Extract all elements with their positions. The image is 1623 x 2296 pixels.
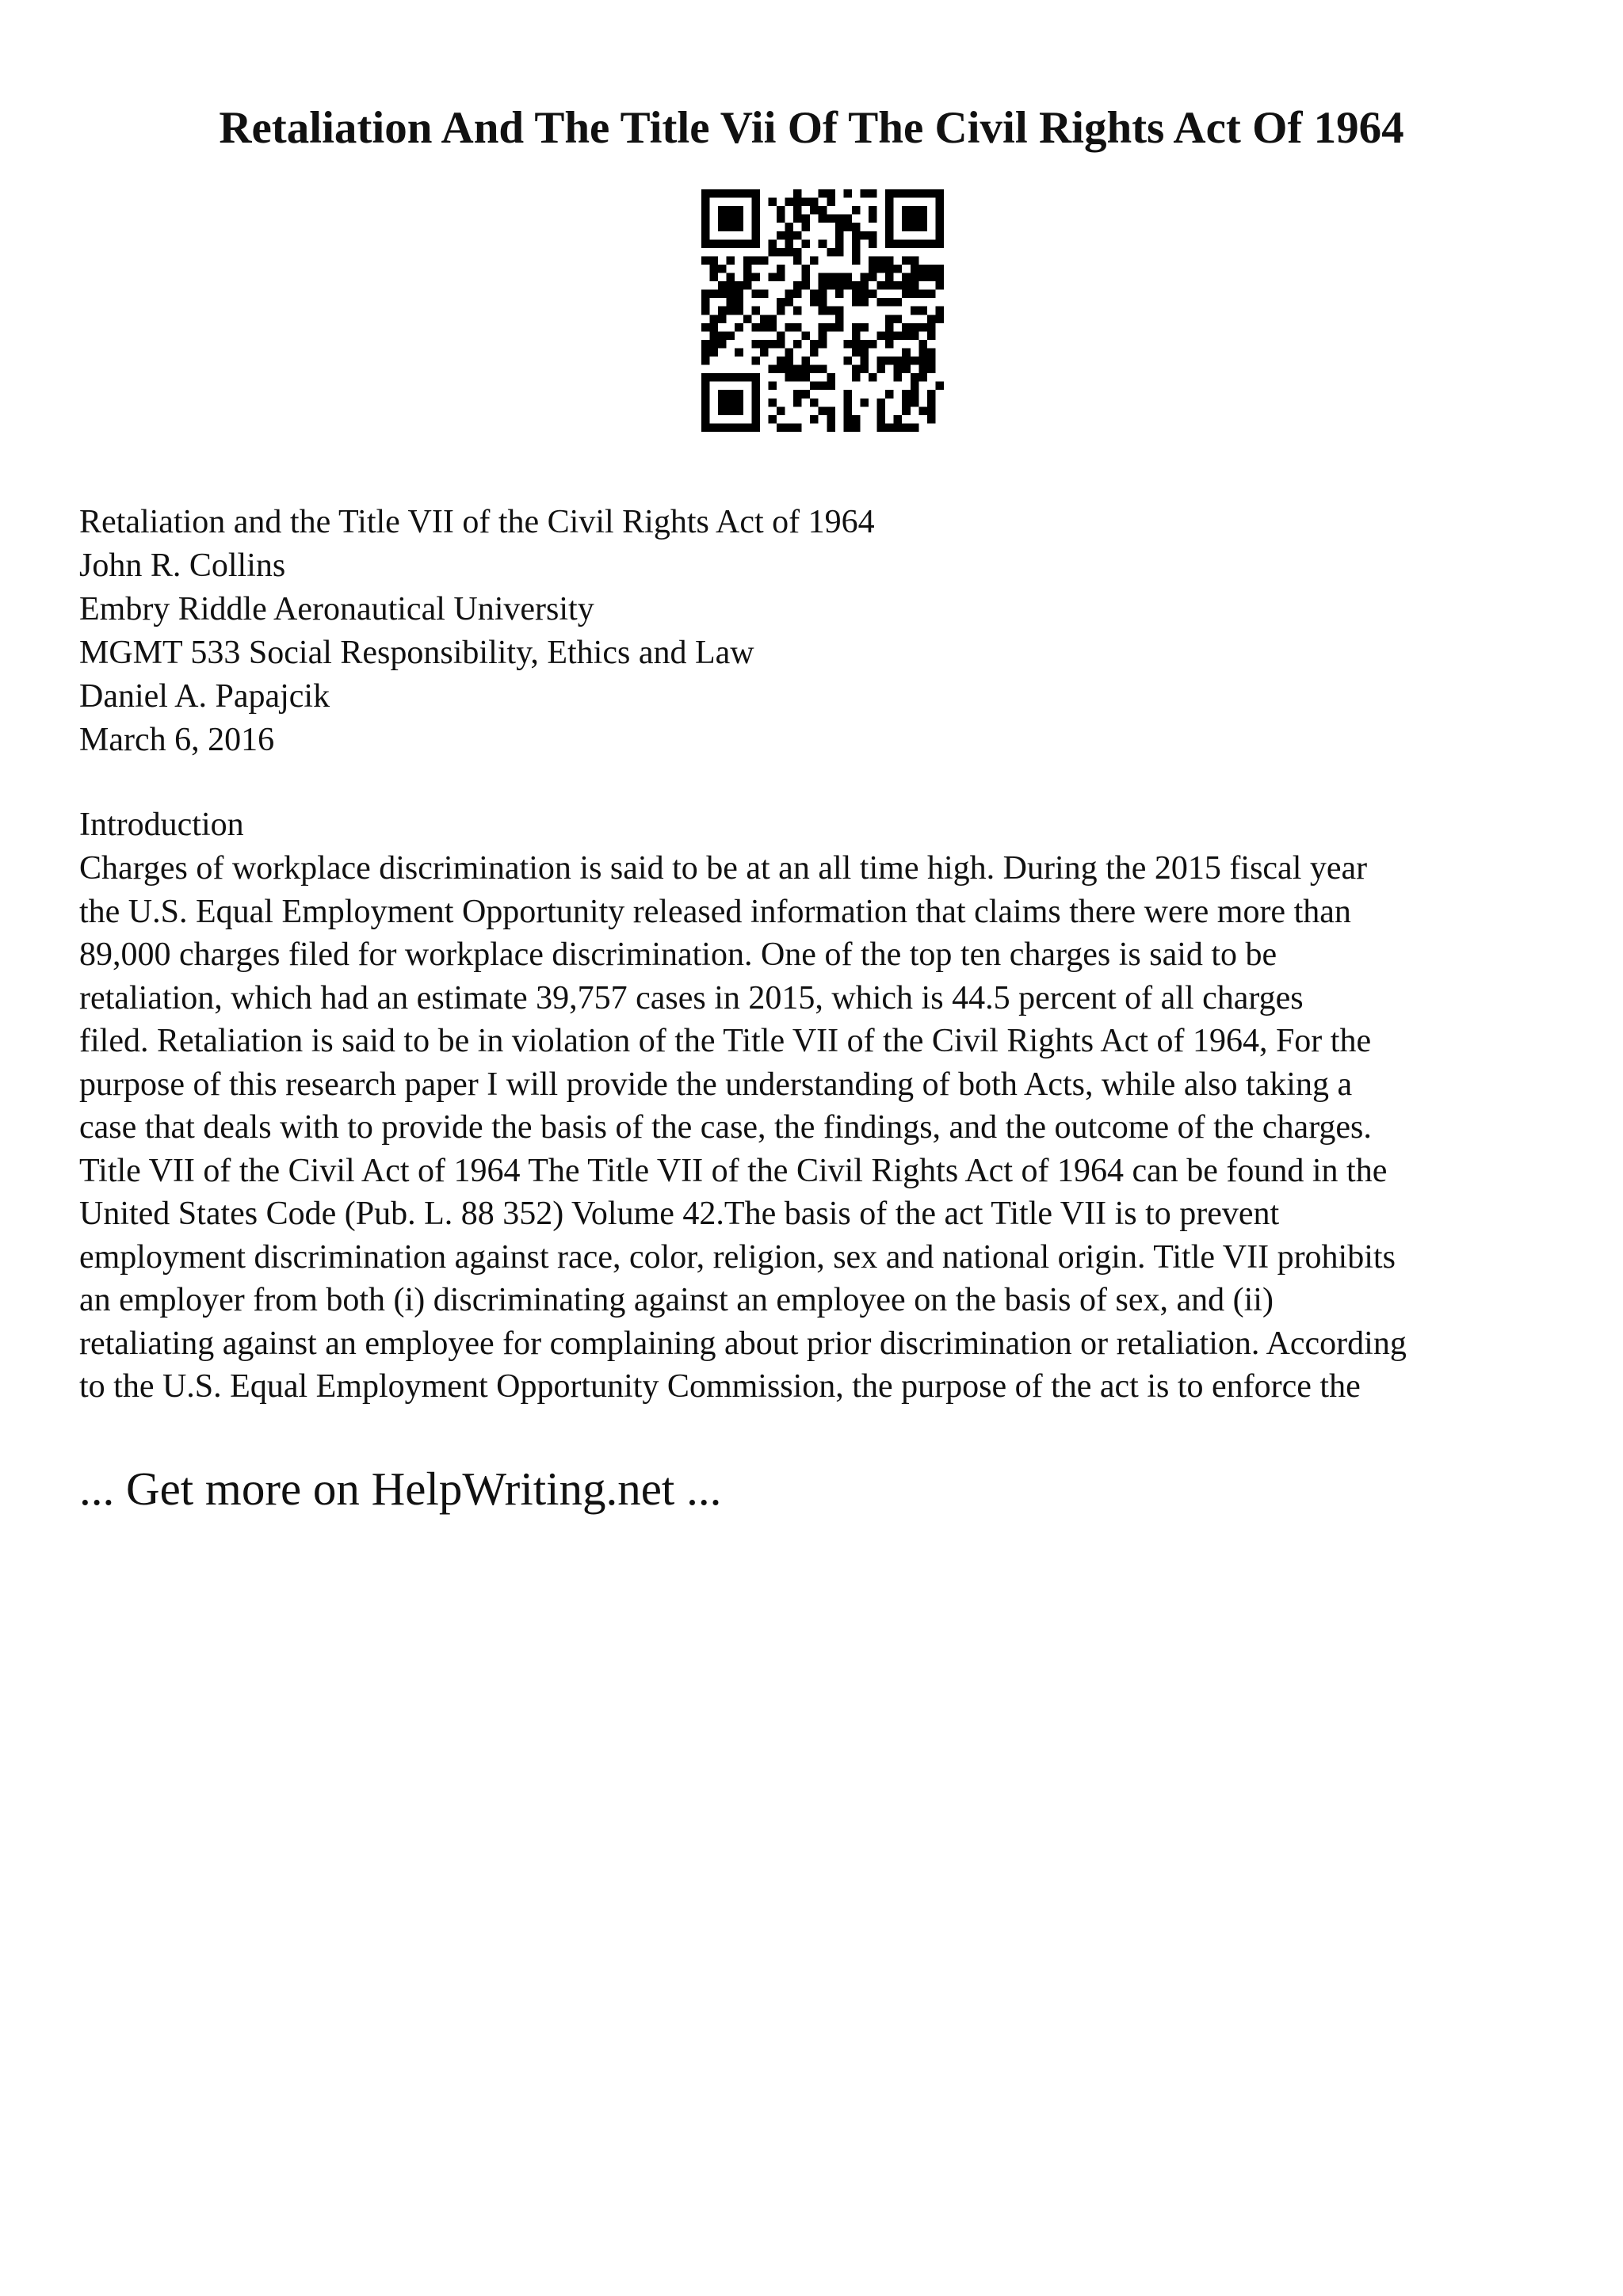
body-line: employment discrimination against race, color, religion, sex and national origin. Title VII prohibits bbox=[79, 1238, 1396, 1276]
qr-code-icon[interactable] bbox=[701, 189, 944, 432]
body-line: purpose of this research paper I will provide the understanding of both Acts, while also taking a bbox=[79, 1066, 1353, 1103]
body-line: the U.S. Equal Employment Opportunity released information that claims there were more than bbox=[79, 893, 1351, 930]
get-more-link[interactable]: ... Get more on HelpWriting.net ... bbox=[79, 1463, 722, 1515]
body-line: United States Code (Pub. L. 88 352) Volume 42.The basis of the act Title VII is to prevent bbox=[79, 1196, 1280, 1232]
section-heading-introduction: Introduction bbox=[79, 807, 244, 843]
institution-line: Embry Riddle Aeronautical University bbox=[79, 591, 594, 627]
body-line: 89,000 charges filed for workplace discrimination. One of the top ten charges is said to be bbox=[79, 936, 1277, 973]
body-line: an employer from both (i) discriminating against an employee on the basis of sex, and (ii) bbox=[79, 1282, 1274, 1318]
body-line: filed. Retaliation is said to be in violation of the Title VII of the Civil Rights Act of 1964, For the bbox=[79, 1023, 1372, 1059]
body-line: Charges of workplace discrimination is said to be at an all time high. During the 2015 fiscal year bbox=[79, 850, 1368, 887]
page-title: Retaliation And The Title Vii Of The Civil Rights Act Of 1964 bbox=[219, 103, 1404, 153]
body-line: to the U.S. Equal Employment Opportunity Commission, the purpose of the act is to enforce the bbox=[79, 1368, 1361, 1405]
instructor-line: Daniel A. Papajcik bbox=[79, 678, 330, 715]
body-paragraph bbox=[79, 847, 1585, 1409]
body-line: retaliation, which had an estimate 39,757 cases in 2015, which is 44.5 percent of all charges bbox=[79, 979, 1304, 1016]
body-line: retaliating against an employee for complaining about prior discrimination or retaliation. According bbox=[79, 1325, 1407, 1362]
date-line: March 6, 2016 bbox=[79, 722, 275, 758]
document-meta bbox=[79, 501, 1553, 762]
author-line: John R. Collins bbox=[79, 547, 286, 584]
body-line: Title VII of the Civil Act of 1964 The Title VII of the Civil Rights Act of 1964 can be found in the bbox=[79, 1152, 1388, 1189]
paper-title-line: Retaliation and the Title VII of the Civil Rights Act of 1964 bbox=[79, 504, 875, 540]
course-line: MGMT 533 Social Responsibility, Ethics and Law bbox=[79, 635, 754, 671]
body-line: case that deals with to provide the basis of the case, the findings, and the outcome of the charges. bbox=[79, 1109, 1372, 1146]
